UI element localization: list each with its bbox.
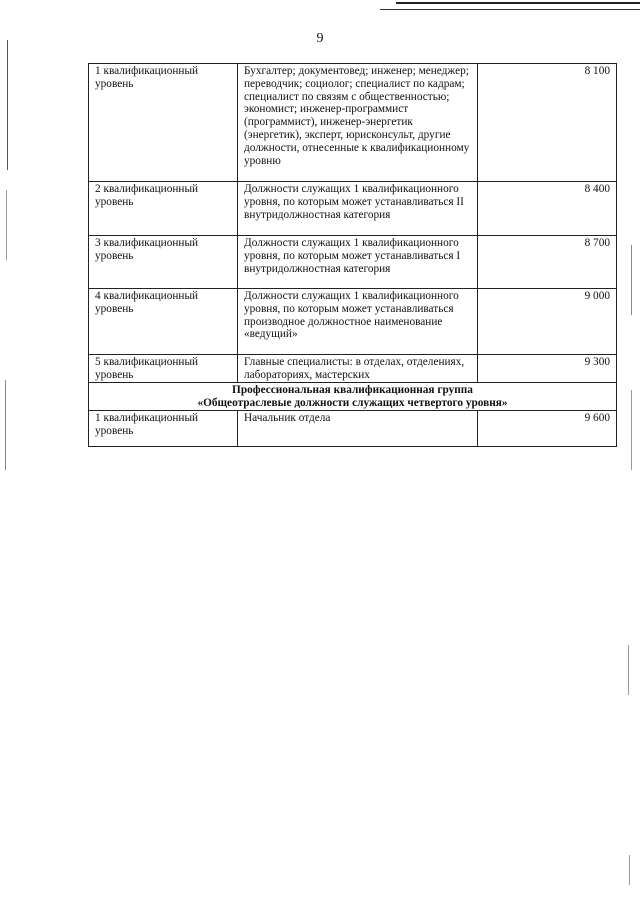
scan-edge-mark (7, 40, 8, 170)
page-number: 9 (316, 31, 324, 46)
scan-edge-mark (629, 855, 630, 885)
table-row (89, 64, 617, 182)
group-header-row (89, 383, 617, 411)
positions-cell: Должности служащих 1 квалификационного уровня, по которым может устанавливаться производное должностное наименование «ведущий» (238, 289, 478, 355)
top-rule (396, 2, 640, 4)
qualification-level-cell: 1 квалификационный уровень (89, 64, 238, 182)
scan-edge-mark (631, 245, 632, 315)
group-header-cell (89, 383, 617, 411)
top-rule (380, 9, 640, 10)
salary-cell: 8 400 (478, 182, 617, 236)
salary-cell: 9 300 (478, 355, 617, 383)
positions-cell: Бухгалтер; документовед; инженер; менеджер; переводчик; социолог; специалист по кадрам; специалист по связям с общественностью; экономист; инженер-программист (программист), инженер-энергетик (энергетик), эксперт, юрисконсульт, другие должности, отнесенные к квалификационному уровню (238, 64, 478, 182)
qualification-level-cell: 2 квалификационный уровень (89, 182, 238, 236)
salary-cell: 8 100 (478, 64, 617, 182)
table-row (89, 411, 617, 447)
qualification-level-cell: 1 квалификационный уровень (89, 411, 238, 447)
qualification-level-cell: 5 квалификационный уровень (89, 355, 238, 383)
table-row (89, 236, 617, 289)
positions-cell: Главные специалисты: в отделах, отделениях, лабораториях, мастерских (238, 355, 478, 383)
salary-cell: 9 600 (478, 411, 617, 447)
group-header-subtitle: «Общеотраслевые должности служащих четвертого уровня» (197, 396, 508, 409)
positions-cell: Должности служащих 1 квалификационного уровня, по которым может устанавливаться I внутридолжностная категория (238, 236, 478, 289)
qualification-level-cell: 3 квалификационный уровень (89, 236, 238, 289)
positions-cell: Начальник отдела (238, 411, 478, 447)
scan-edge-mark (6, 190, 7, 260)
scan-edge-mark (631, 390, 632, 470)
table-row (89, 289, 617, 355)
salary-cell: 8 700 (478, 236, 617, 289)
scan-edge-mark (628, 645, 629, 695)
positions-cell: Должности служащих 1 квалификационного уровня, по которым может устанавливаться II внутридолжностная категория (238, 182, 478, 236)
table-row (89, 182, 617, 236)
salary-table (88, 63, 617, 447)
salary-cell: 9 000 (478, 289, 617, 355)
group-header-title: Профессиональная квалификационная группа (232, 384, 473, 396)
qualification-level-cell: 4 квалификационный уровень (89, 289, 238, 355)
table-row (89, 355, 617, 383)
scan-edge-mark (5, 380, 6, 470)
